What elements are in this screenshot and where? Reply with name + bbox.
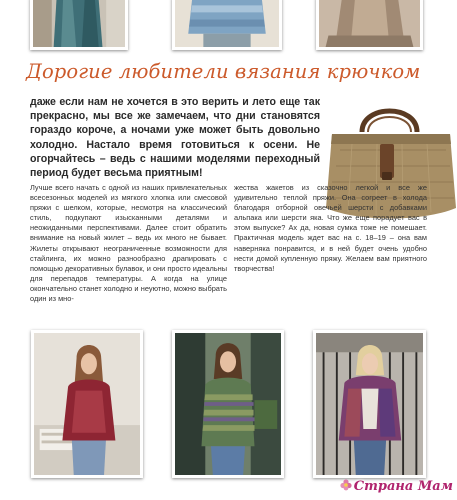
bottom-photo-3 — [313, 330, 426, 478]
intro-paragraph: даже если нам не хочется в это верить и лето еще так прекрасно, мы все же замечаем, что дни становятся гораздо короче, а ночами уже может быть довольно холодно. Настало время готовиться к осени. Не огорчайтесь – ведь с нашими моделями переходный период будет весьма приятным! — [30, 96, 320, 180]
text-column-left: Лучше всего начать с одной из наших привлекательных всесезонных моделей из мягкого хлопка или смесовой пряжи с шелком, которые, несмотря на классический стиль, подкупают изысканными деталями и неожиданными перспективами. Далее стоит обратить внимание на новый жилет – ведь их много не бывает. Жилеты открывают неограниченные возможности для стайлинга, их можно разнообразно драпировать с помощью декоративных булавок, и они просто идеальны для перепадов температуры. А когда на улице окончательно станет холодно и неуютно, можно выбрать один из мно- — [30, 183, 227, 304]
watermark-text: Страна Мам — [353, 479, 453, 494]
page-title: Дорогие любители вязания крючком — [26, 60, 421, 83]
flower-icon — [340, 479, 352, 491]
top-photo-3 — [316, 0, 423, 50]
text-column-right: жества жакетов из сказочно легкой и все же удивительно теплой пряжи. Она согреет в холода благодаря отборной овечьей шерсти с добавками альпака или шерсти яка. Что же еще порадует вас в этом выпуске? Ах да, новая сумка тоже не помешает. Практичная модель ждет вас на с. 18–19 – она вам наверняка понравится, и в ней будет очень удобно нести домой купленную пряжу. Желаем вам приятного творчества! — [234, 183, 427, 273]
bottom-photo-2 — [172, 330, 284, 478]
bottom-photo-1 — [31, 330, 143, 478]
watermark — [340, 479, 453, 494]
top-photo-1 — [30, 0, 128, 50]
top-photo-2 — [172, 0, 282, 50]
